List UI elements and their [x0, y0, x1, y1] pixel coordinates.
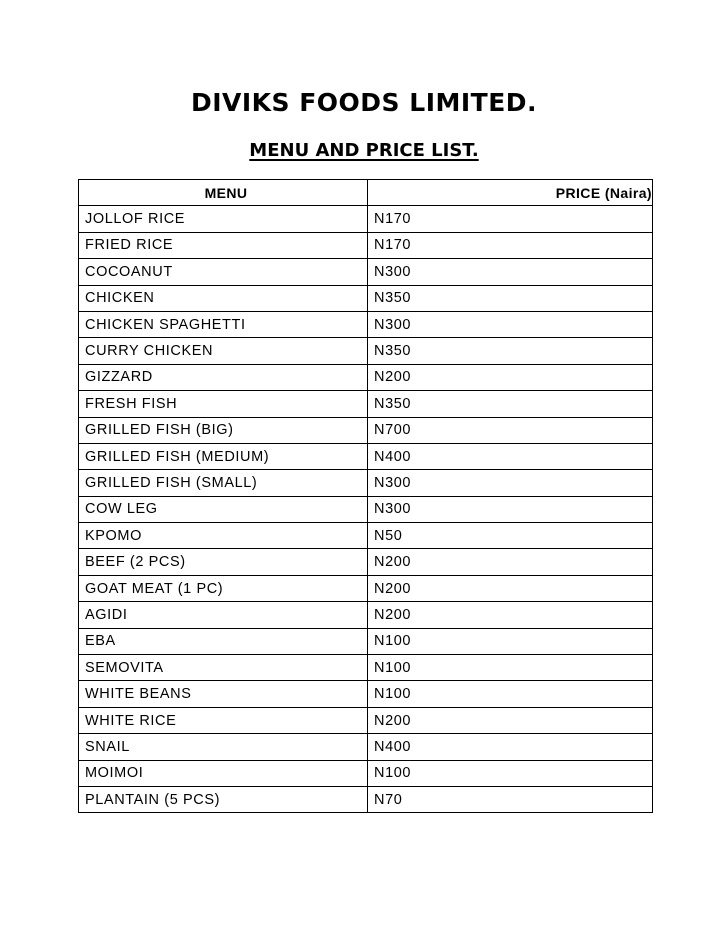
menu-item-price: N50 — [368, 523, 653, 549]
table-row — [79, 417, 653, 443]
menu-item-name: CURRY CHICKEN — [79, 338, 368, 364]
price-column-header: PRICE (Naira) — [368, 180, 653, 206]
menu-item-name: JOLLOF RICE — [79, 206, 368, 232]
menu-item-price: N300 — [368, 311, 653, 337]
menu-item-name: COCOANUT — [79, 259, 368, 285]
menu-item-price: N100 — [368, 760, 653, 786]
menu-item-name: KPOMO — [79, 523, 368, 549]
menu-item-price: N350 — [368, 285, 653, 311]
menu-item-price: N170 — [368, 232, 653, 258]
menu-item-name: EBA — [79, 628, 368, 654]
menu-item-price: N350 — [368, 338, 653, 364]
table-row — [79, 311, 653, 337]
menu-item-price: N100 — [368, 655, 653, 681]
table-row — [79, 760, 653, 786]
table-row — [79, 681, 653, 707]
menu-item-name: FRIED RICE — [79, 232, 368, 258]
table-row — [79, 259, 653, 285]
menu-item-name: CHICKEN SPAGHETTI — [79, 311, 368, 337]
table-row — [79, 391, 653, 417]
menu-item-price: N300 — [368, 259, 653, 285]
menu-item-price: N400 — [368, 443, 653, 469]
menu-item-name: GIZZARD — [79, 364, 368, 390]
menu-item-name: SNAIL — [79, 734, 368, 760]
menu-item-name: GOAT MEAT (1 PC) — [79, 575, 368, 601]
table-row — [79, 470, 653, 496]
menu-item-price: N400 — [368, 734, 653, 760]
menu-item-name: MOIMOI — [79, 760, 368, 786]
table-row — [79, 364, 653, 390]
company-title: DIVIKS FOODS LIMITED. — [190, 88, 538, 117]
table-row — [79, 232, 653, 258]
price-table — [78, 179, 653, 813]
table-row — [79, 655, 653, 681]
menu-item-price: N300 — [368, 470, 653, 496]
menu-item-price: N200 — [368, 575, 653, 601]
menu-item-name: GRILLED FISH (MEDIUM) — [79, 443, 368, 469]
table-row — [79, 549, 653, 575]
table-row — [79, 285, 653, 311]
menu-item-name: BEEF (2 PCS) — [79, 549, 368, 575]
menu-item-name: WHITE BEANS — [79, 681, 368, 707]
subtitle-text: MENU AND PRICE LIST. — [249, 140, 479, 161]
menu-item-price: N170 — [368, 206, 653, 232]
menu-item-name: GRILLED FISH (SMALL) — [79, 470, 368, 496]
menu-item-price: N300 — [368, 496, 653, 522]
table-row — [79, 496, 653, 522]
table-row — [79, 786, 653, 812]
menu-item-price: N200 — [368, 364, 653, 390]
table-row — [79, 734, 653, 760]
table-row — [79, 523, 653, 549]
table-row — [79, 206, 653, 232]
table-body — [79, 206, 653, 813]
menu-item-name: COW LEG — [79, 496, 368, 522]
table-row — [79, 707, 653, 733]
menu-item-name: AGIDI — [79, 602, 368, 628]
menu-item-price: N350 — [368, 391, 653, 417]
menu-item-price: N200 — [368, 707, 653, 733]
menu-item-price: N200 — [368, 549, 653, 575]
table-row — [79, 628, 653, 654]
table-header-row — [79, 180, 653, 206]
menu-item-price: N100 — [368, 681, 653, 707]
menu-item-name: GRILLED FISH (BIG) — [79, 417, 368, 443]
table-row — [79, 602, 653, 628]
menu-item-price: N70 — [368, 786, 653, 812]
menu-item-price: N100 — [368, 628, 653, 654]
menu-item-name: FRESH FISH — [79, 391, 368, 417]
menu-item-name: PLANTAIN (5 PCS) — [79, 786, 368, 812]
menu-item-name: CHICKEN — [79, 285, 368, 311]
menu-item-name: WHITE RICE — [79, 707, 368, 733]
page-subtitle — [0, 139, 728, 163]
menu-item-price: N200 — [368, 602, 653, 628]
menu-column-header: MENU — [79, 180, 368, 206]
menu-item-name: SEMOVITA — [79, 655, 368, 681]
table-row — [79, 443, 653, 469]
table-row — [79, 338, 653, 364]
table-row — [79, 575, 653, 601]
menu-item-price: N700 — [368, 417, 653, 443]
